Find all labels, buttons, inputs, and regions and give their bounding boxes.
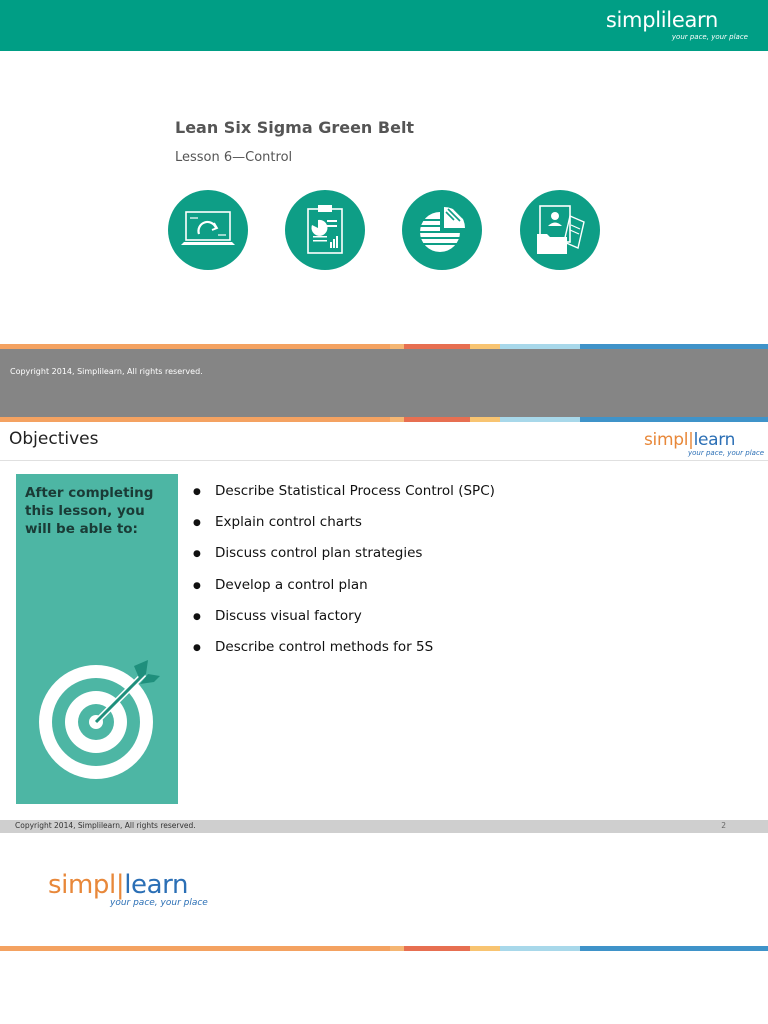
logo-tagline: your pace, your place xyxy=(671,33,748,41)
simplilearn-logo-white xyxy=(605,8,758,46)
profile-folder-icon xyxy=(520,190,600,270)
list-item: ● Discuss visual factory xyxy=(193,606,753,637)
lesson-subtitle: Lesson 6—Control xyxy=(175,150,293,165)
color-stripe xyxy=(0,417,768,422)
panel-intro-text: After completing this lesson, you will be able to: xyxy=(25,485,154,537)
divider xyxy=(0,460,768,461)
course-title: Lean Six Sigma Green Belt xyxy=(175,118,415,137)
list-item: ● Describe control methods for 5S xyxy=(193,637,753,668)
list-item: ● Describe Statistical Process Control (SPC) xyxy=(193,481,753,512)
list-item: ● Develop a control plan xyxy=(193,575,753,606)
list-item: ● Discuss control plan strategies xyxy=(193,543,753,574)
slide1-copyright: Copyright 2014, Simplilearn, All rights reserved. xyxy=(10,367,203,376)
logo-brand: simpl|learn xyxy=(644,430,736,450)
simplilearn-logo-large xyxy=(48,870,268,920)
objectives-list xyxy=(193,481,753,668)
color-stripe xyxy=(0,946,768,951)
slide1-footer-band xyxy=(0,349,768,417)
page-number: 2 xyxy=(721,821,726,830)
slide2-footer xyxy=(0,820,768,833)
list-item: ● Explain control charts xyxy=(193,512,753,543)
slide2-copyright: Copyright 2014, Simplilearn, All rights reserved. xyxy=(15,821,196,830)
objectives-title: Objectives xyxy=(9,429,99,449)
laptop-chart-icon xyxy=(168,190,248,270)
simplilearn-logo xyxy=(644,430,764,462)
objectives-panel xyxy=(16,474,178,804)
logo-brand: simpl|learn xyxy=(48,870,189,900)
clipboard-report-icon xyxy=(285,190,365,270)
logo-tagline: your pace, your place xyxy=(110,898,208,908)
pie-chart-icon xyxy=(402,190,482,270)
target-icon xyxy=(26,652,166,782)
logo-tagline: your pace, your place xyxy=(688,449,765,457)
logo-brand: simplilearn xyxy=(605,8,718,32)
